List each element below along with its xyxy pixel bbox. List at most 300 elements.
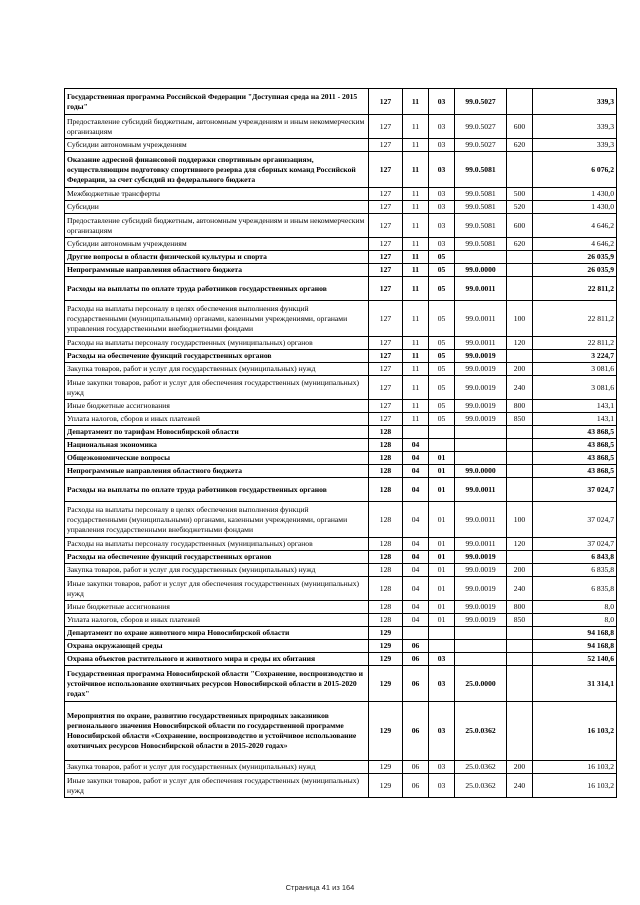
budget-table-wrapper bbox=[64, 88, 616, 798]
row-target-article-cell bbox=[455, 653, 507, 666]
row-grbs-cell: 127 bbox=[369, 277, 403, 301]
row-expense-type-cell: 620 bbox=[507, 238, 533, 251]
row-expense-type-cell: 600 bbox=[507, 214, 533, 238]
row-razdel-cell: 11 bbox=[403, 201, 429, 214]
row-amount-cell: 3 224,7 bbox=[533, 350, 617, 363]
row-expense-type-cell: 850 bbox=[507, 413, 533, 426]
row-grbs-cell: 128 bbox=[369, 439, 403, 452]
row-grbs-cell: 129 bbox=[369, 653, 403, 666]
row-podrazdel-cell: 05 bbox=[429, 301, 455, 337]
row-podrazdel-cell: 01 bbox=[429, 601, 455, 614]
row-target-article-cell: 99.0.0019 bbox=[455, 551, 507, 564]
row-razdel-cell: 11 bbox=[403, 251, 429, 264]
table-row bbox=[65, 363, 617, 376]
table-row bbox=[65, 277, 617, 301]
row-podrazdel-cell: 03 bbox=[429, 89, 455, 115]
row-grbs-cell: 127 bbox=[369, 400, 403, 413]
row-razdel-cell: 11 bbox=[403, 337, 429, 350]
row-target-article-cell bbox=[455, 426, 507, 439]
table-row bbox=[65, 301, 617, 337]
row-target-article-cell: 99.0.5027 bbox=[455, 115, 507, 139]
row-grbs-cell: 128 bbox=[369, 564, 403, 577]
row-grbs-cell: 127 bbox=[369, 201, 403, 214]
row-grbs-cell: 128 bbox=[369, 426, 403, 439]
row-name-cell: Департамент по охране животного мира Новосибирской области bbox=[65, 627, 369, 640]
row-expense-type-cell: 520 bbox=[507, 201, 533, 214]
row-expense-type-cell bbox=[507, 152, 533, 188]
row-grbs-cell: 129 bbox=[369, 774, 403, 798]
row-expense-type-cell bbox=[507, 653, 533, 666]
row-grbs-cell: 128 bbox=[369, 601, 403, 614]
row-podrazdel-cell: 01 bbox=[429, 551, 455, 564]
row-podrazdel-cell: 03 bbox=[429, 702, 455, 761]
row-podrazdel-cell: 03 bbox=[429, 666, 455, 702]
row-name-cell: Уплата налогов, сборов и иных платежей bbox=[65, 614, 369, 627]
row-razdel-cell: 06 bbox=[403, 774, 429, 798]
row-razdel-cell: 04 bbox=[403, 564, 429, 577]
row-amount-cell: 22 811,2 bbox=[533, 301, 617, 337]
row-grbs-cell: 128 bbox=[369, 551, 403, 564]
row-podrazdel-cell bbox=[429, 627, 455, 640]
row-podrazdel-cell: 01 bbox=[429, 502, 455, 538]
row-razdel-cell: 11 bbox=[403, 152, 429, 188]
row-razdel-cell: 11 bbox=[403, 301, 429, 337]
table-row bbox=[65, 666, 617, 702]
page-number-footer: Страница 41 из 164 bbox=[285, 883, 355, 892]
row-amount-cell: 1 430,0 bbox=[533, 188, 617, 201]
row-amount-cell: 143,1 bbox=[533, 400, 617, 413]
row-target-article-cell: 99.0.5027 bbox=[455, 89, 507, 115]
row-podrazdel-cell: 03 bbox=[429, 238, 455, 251]
row-grbs-cell: 129 bbox=[369, 666, 403, 702]
row-target-article-cell: 99.0.0011 bbox=[455, 301, 507, 337]
row-expense-type-cell bbox=[507, 426, 533, 439]
row-amount-cell: 339,3 bbox=[533, 115, 617, 139]
row-name-cell: Департамент по тарифам Новосибирской области bbox=[65, 426, 369, 439]
table-row bbox=[65, 452, 617, 465]
row-amount-cell: 3 081,6 bbox=[533, 376, 617, 400]
row-name-cell: Иные закупки товаров, работ и услуг для обеспечения государственных (муниципальных) нужд bbox=[65, 774, 369, 798]
row-expense-type-cell: 800 bbox=[507, 601, 533, 614]
row-expense-type-cell: 120 bbox=[507, 538, 533, 551]
row-podrazdel-cell: 03 bbox=[429, 139, 455, 152]
row-podrazdel-cell: 01 bbox=[429, 465, 455, 478]
row-target-article-cell: 25.0.0362 bbox=[455, 761, 507, 774]
row-expense-type-cell bbox=[507, 277, 533, 301]
row-name-cell: Расходы на выплаты персоналу государственных (муниципальных) органов bbox=[65, 538, 369, 551]
table-row bbox=[65, 761, 617, 774]
row-amount-cell: 339,3 bbox=[533, 139, 617, 152]
row-podrazdel-cell: 01 bbox=[429, 478, 455, 502]
row-name-cell: Уплата налогов, сборов и иных платежей bbox=[65, 413, 369, 426]
row-grbs-cell: 127 bbox=[369, 139, 403, 152]
row-razdel-cell: 11 bbox=[403, 277, 429, 301]
row-razdel-cell: 11 bbox=[403, 214, 429, 238]
table-row bbox=[65, 465, 617, 478]
row-target-article-cell: 99.0.0019 bbox=[455, 614, 507, 627]
row-razdel-cell: 11 bbox=[403, 238, 429, 251]
row-name-cell: Предоставление субсидий бюджетным, автономным учреждениям и иным некоммерческим организациям bbox=[65, 214, 369, 238]
row-razdel-cell: 11 bbox=[403, 188, 429, 201]
row-podrazdel-cell: 03 bbox=[429, 653, 455, 666]
row-name-cell: Государственная программа Новосибирской области "Сохранение, воспроизводство и устойчивое использование охотничьих ресурсов Новосибирской области в 2015-2020 годах" bbox=[65, 666, 369, 702]
table-row bbox=[65, 577, 617, 601]
row-amount-cell: 22 811,2 bbox=[533, 277, 617, 301]
row-name-cell: Субсидии bbox=[65, 201, 369, 214]
row-amount-cell: 43 868,5 bbox=[533, 439, 617, 452]
row-name-cell: Закупка товаров, работ и услуг для государственных (муниципальных) нужд bbox=[65, 564, 369, 577]
row-grbs-cell: 128 bbox=[369, 502, 403, 538]
row-expense-type-cell bbox=[507, 640, 533, 653]
row-target-article-cell bbox=[455, 640, 507, 653]
row-razdel-cell: 11 bbox=[403, 376, 429, 400]
row-grbs-cell: 127 bbox=[369, 188, 403, 201]
row-podrazdel-cell bbox=[429, 426, 455, 439]
row-podrazdel-cell: 05 bbox=[429, 376, 455, 400]
row-target-article-cell: 99.0.0019 bbox=[455, 413, 507, 426]
row-expense-type-cell: 120 bbox=[507, 337, 533, 350]
row-name-cell: Иные бюджетные ассигнования bbox=[65, 400, 369, 413]
row-razdel-cell: 04 bbox=[403, 478, 429, 502]
row-expense-type-cell: 850 bbox=[507, 614, 533, 627]
table-row bbox=[65, 653, 617, 666]
row-name-cell: Государственная программа Российской Федерации "Доступная среда на 2011 - 2015 годы" bbox=[65, 89, 369, 115]
table-row bbox=[65, 350, 617, 363]
row-razdel-cell: 06 bbox=[403, 761, 429, 774]
row-amount-cell: 52 140,6 bbox=[533, 653, 617, 666]
table-row bbox=[65, 264, 617, 277]
row-amount-cell: 8,0 bbox=[533, 601, 617, 614]
row-target-article-cell: 99.0.5081 bbox=[455, 152, 507, 188]
row-grbs-cell: 129 bbox=[369, 702, 403, 761]
table-row bbox=[65, 337, 617, 350]
row-amount-cell: 3 081,6 bbox=[533, 363, 617, 376]
row-name-cell: Субсидии автономным учреждениям bbox=[65, 139, 369, 152]
row-expense-type-cell: 240 bbox=[507, 577, 533, 601]
table-row bbox=[65, 564, 617, 577]
row-expense-type-cell: 240 bbox=[507, 774, 533, 798]
row-name-cell: Расходы на выплаты по оплате труда работников государственных органов bbox=[65, 277, 369, 301]
row-name-cell: Оказание адресной финансовой поддержки спортивным организациям, осуществляющим подготовку спортивного резерва для сборных команд Российской Федерации, за счет субсидий из федерального бюджета bbox=[65, 152, 369, 188]
row-target-article-cell: 99.0.0011 bbox=[455, 538, 507, 551]
row-target-article-cell: 25.0.0000 bbox=[455, 666, 507, 702]
row-razdel-cell: 11 bbox=[403, 139, 429, 152]
row-podrazdel-cell: 05 bbox=[429, 350, 455, 363]
row-target-article-cell: 99.0.0019 bbox=[455, 577, 507, 601]
row-name-cell: Расходы на выплаты персоналу государственных (муниципальных) органов bbox=[65, 337, 369, 350]
row-podrazdel-cell: 05 bbox=[429, 251, 455, 264]
row-podrazdel-cell: 03 bbox=[429, 188, 455, 201]
row-amount-cell: 6 843,8 bbox=[533, 551, 617, 564]
row-amount-cell: 37 024,7 bbox=[533, 502, 617, 538]
row-podrazdel-cell: 05 bbox=[429, 363, 455, 376]
row-expense-type-cell: 240 bbox=[507, 376, 533, 400]
row-grbs-cell: 127 bbox=[369, 301, 403, 337]
row-amount-cell: 16 103,2 bbox=[533, 702, 617, 761]
row-name-cell: Субсидии автономным учреждениям bbox=[65, 238, 369, 251]
row-razdel-cell: 06 bbox=[403, 702, 429, 761]
row-amount-cell: 6 835,8 bbox=[533, 564, 617, 577]
row-razdel-cell: 11 bbox=[403, 363, 429, 376]
row-razdel-cell: 11 bbox=[403, 89, 429, 115]
row-name-cell: Иные бюджетные ассигнования bbox=[65, 601, 369, 614]
row-amount-cell: 1 430,0 bbox=[533, 201, 617, 214]
row-target-article-cell: 99.0.0011 bbox=[455, 502, 507, 538]
row-target-article-cell: 99.0.0019 bbox=[455, 564, 507, 577]
row-target-article-cell: 99.0.0000 bbox=[455, 264, 507, 277]
table-row bbox=[65, 214, 617, 238]
row-expense-type-cell: 800 bbox=[507, 400, 533, 413]
table-row bbox=[65, 702, 617, 761]
row-razdel-cell: 04 bbox=[403, 465, 429, 478]
budget-table-body bbox=[65, 89, 617, 798]
row-podrazdel-cell: 01 bbox=[429, 564, 455, 577]
row-grbs-cell: 128 bbox=[369, 478, 403, 502]
row-amount-cell: 43 868,5 bbox=[533, 465, 617, 478]
table-row bbox=[65, 152, 617, 188]
row-name-cell: Иные закупки товаров, работ и услуг для обеспечения государственных (муниципальных) нужд bbox=[65, 376, 369, 400]
row-name-cell: Охрана объектов растительного и животного мира и среды их обитания bbox=[65, 653, 369, 666]
row-target-article-cell bbox=[455, 439, 507, 452]
row-amount-cell: 37 024,7 bbox=[533, 478, 617, 502]
row-expense-type-cell: 500 bbox=[507, 188, 533, 201]
row-grbs-cell: 127 bbox=[369, 152, 403, 188]
row-expense-type-cell: 200 bbox=[507, 363, 533, 376]
row-expense-type-cell: 200 bbox=[507, 761, 533, 774]
row-razdel-cell bbox=[403, 426, 429, 439]
row-podrazdel-cell: 05 bbox=[429, 337, 455, 350]
row-amount-cell: 94 168,8 bbox=[533, 627, 617, 640]
row-expense-type-cell bbox=[507, 666, 533, 702]
row-amount-cell: 6 076,2 bbox=[533, 152, 617, 188]
table-row bbox=[65, 188, 617, 201]
row-grbs-cell: 128 bbox=[369, 452, 403, 465]
row-grbs-cell: 127 bbox=[369, 238, 403, 251]
row-expense-type-cell bbox=[507, 264, 533, 277]
table-row bbox=[65, 376, 617, 400]
row-amount-cell: 26 035,9 bbox=[533, 251, 617, 264]
row-expense-type-cell bbox=[507, 478, 533, 502]
row-razdel-cell bbox=[403, 627, 429, 640]
row-razdel-cell: 11 bbox=[403, 350, 429, 363]
row-name-cell: Мероприятия по охране, развитию государственных природных заказников регионального значения Новосибирской области по государственной программе Новосибирской области «Сохранение, воспроизводство и устойчивое использование охотничьих ресурсов Новосибирской области в 2015-2020 годах» bbox=[65, 702, 369, 761]
table-row bbox=[65, 89, 617, 115]
row-podrazdel-cell: 03 bbox=[429, 201, 455, 214]
row-grbs-cell: 127 bbox=[369, 376, 403, 400]
row-expense-type-cell: 600 bbox=[507, 115, 533, 139]
row-podrazdel-cell: 03 bbox=[429, 214, 455, 238]
row-razdel-cell: 11 bbox=[403, 264, 429, 277]
table-row bbox=[65, 640, 617, 653]
row-expense-type-cell bbox=[507, 452, 533, 465]
row-target-article-cell: 25.0.0362 bbox=[455, 702, 507, 761]
row-razdel-cell: 04 bbox=[403, 439, 429, 452]
row-razdel-cell: 04 bbox=[403, 614, 429, 627]
row-podrazdel-cell: 03 bbox=[429, 761, 455, 774]
row-name-cell: Непрограммные направления областного бюджета bbox=[65, 465, 369, 478]
row-amount-cell: 94 168,8 bbox=[533, 640, 617, 653]
row-grbs-cell: 127 bbox=[369, 89, 403, 115]
row-amount-cell: 31 314,1 bbox=[533, 666, 617, 702]
row-expense-type-cell bbox=[507, 551, 533, 564]
row-grbs-cell: 127 bbox=[369, 337, 403, 350]
table-row bbox=[65, 601, 617, 614]
row-name-cell: Иные закупки товаров, работ и услуг для обеспечения государственных (муниципальных) нужд bbox=[65, 577, 369, 601]
table-row bbox=[65, 413, 617, 426]
row-name-cell: Расходы на обеспечение функций государственных органов bbox=[65, 350, 369, 363]
row-expense-type-cell bbox=[507, 350, 533, 363]
row-name-cell: Общеэкономические вопросы bbox=[65, 452, 369, 465]
row-grbs-cell: 127 bbox=[369, 214, 403, 238]
row-grbs-cell: 129 bbox=[369, 761, 403, 774]
row-grbs-cell: 127 bbox=[369, 363, 403, 376]
table-row bbox=[65, 774, 617, 798]
row-grbs-cell: 128 bbox=[369, 614, 403, 627]
row-name-cell: Расходы на выплаты персоналу в целях обеспечения выполнения функций государственными (муниципальными) органами, казенными учреждениями, органами управления государственными внебюджетными фондами bbox=[65, 301, 369, 337]
row-name-cell: Национальная экономика bbox=[65, 439, 369, 452]
row-grbs-cell: 127 bbox=[369, 350, 403, 363]
row-grbs-cell: 127 bbox=[369, 264, 403, 277]
row-expense-type-cell bbox=[507, 627, 533, 640]
row-podrazdel-cell bbox=[429, 439, 455, 452]
table-row bbox=[65, 439, 617, 452]
row-amount-cell: 143,1 bbox=[533, 413, 617, 426]
row-podrazdel-cell: 05 bbox=[429, 413, 455, 426]
row-podrazdel-cell: 01 bbox=[429, 577, 455, 601]
row-name-cell: Предоставление субсидий бюджетным, автономным учреждениям и иным некоммерческим организациям bbox=[65, 115, 369, 139]
row-podrazdel-cell: 05 bbox=[429, 400, 455, 413]
row-target-article-cell: 99.0.0011 bbox=[455, 277, 507, 301]
row-expense-type-cell: 620 bbox=[507, 139, 533, 152]
row-razdel-cell: 04 bbox=[403, 577, 429, 601]
row-grbs-cell: 129 bbox=[369, 640, 403, 653]
row-name-cell: Расходы на выплаты персоналу в целях обеспечения выполнения функций государственными (муниципальными) органами, казенными учреждениями, органами управления государственными внебюджетными фондами bbox=[65, 502, 369, 538]
row-podrazdel-cell: 03 bbox=[429, 152, 455, 188]
row-amount-cell: 4 646,2 bbox=[533, 238, 617, 251]
row-target-article-cell: 99.0.0019 bbox=[455, 350, 507, 363]
row-podrazdel-cell: 01 bbox=[429, 614, 455, 627]
row-grbs-cell: 128 bbox=[369, 465, 403, 478]
row-expense-type-cell: 100 bbox=[507, 502, 533, 538]
row-podrazdel-cell bbox=[429, 640, 455, 653]
row-podrazdel-cell: 03 bbox=[429, 774, 455, 798]
row-name-cell: Непрограммные направления областного бюджета bbox=[65, 264, 369, 277]
row-amount-cell: 16 103,2 bbox=[533, 774, 617, 798]
row-name-cell: Охрана окружающей среды bbox=[65, 640, 369, 653]
row-amount-cell: 339,3 bbox=[533, 89, 617, 115]
table-row bbox=[65, 115, 617, 139]
row-razdel-cell: 06 bbox=[403, 653, 429, 666]
row-razdel-cell: 11 bbox=[403, 413, 429, 426]
row-amount-cell: 26 035,9 bbox=[533, 264, 617, 277]
row-grbs-cell: 128 bbox=[369, 577, 403, 601]
row-grbs-cell: 128 bbox=[369, 538, 403, 551]
table-row bbox=[65, 538, 617, 551]
row-name-cell: Расходы на обеспечение функций государственных органов bbox=[65, 551, 369, 564]
row-razdel-cell: 04 bbox=[403, 538, 429, 551]
row-razdel-cell: 04 bbox=[403, 452, 429, 465]
row-razdel-cell: 06 bbox=[403, 640, 429, 653]
row-podrazdel-cell: 05 bbox=[429, 277, 455, 301]
row-target-article-cell: 99.0.5081 bbox=[455, 188, 507, 201]
table-row bbox=[65, 614, 617, 627]
row-grbs-cell: 129 bbox=[369, 627, 403, 640]
row-target-article-cell: 99.0.0019 bbox=[455, 363, 507, 376]
row-target-article-cell: 25.0.0362 bbox=[455, 774, 507, 798]
row-target-article-cell bbox=[455, 627, 507, 640]
row-target-article-cell: 99.0.0019 bbox=[455, 376, 507, 400]
row-target-article-cell: 99.0.5081 bbox=[455, 214, 507, 238]
row-target-article-cell: 99.0.5027 bbox=[455, 139, 507, 152]
row-expense-type-cell bbox=[507, 439, 533, 452]
row-name-cell: Межбюджетные трансферты bbox=[65, 188, 369, 201]
row-target-article-cell: 99.0.0019 bbox=[455, 400, 507, 413]
row-amount-cell: 22 811,2 bbox=[533, 337, 617, 350]
row-amount-cell: 4 646,2 bbox=[533, 214, 617, 238]
table-row bbox=[65, 627, 617, 640]
row-grbs-cell: 127 bbox=[369, 115, 403, 139]
row-amount-cell: 37 024,7 bbox=[533, 538, 617, 551]
row-grbs-cell: 127 bbox=[369, 251, 403, 264]
table-row bbox=[65, 478, 617, 502]
row-target-article-cell bbox=[455, 251, 507, 264]
table-row bbox=[65, 400, 617, 413]
row-razdel-cell: 06 bbox=[403, 666, 429, 702]
row-name-cell: Расходы на выплаты по оплате труда работников государственных органов bbox=[65, 478, 369, 502]
table-row bbox=[65, 139, 617, 152]
row-razdel-cell: 11 bbox=[403, 115, 429, 139]
budget-table bbox=[64, 88, 617, 798]
row-target-article-cell: 99.0.0000 bbox=[455, 465, 507, 478]
row-target-article-cell: 99.0.5081 bbox=[455, 201, 507, 214]
row-amount-cell: 16 103,2 bbox=[533, 761, 617, 774]
row-target-article-cell bbox=[455, 452, 507, 465]
row-target-article-cell: 99.0.0019 bbox=[455, 601, 507, 614]
row-grbs-cell: 127 bbox=[369, 413, 403, 426]
row-razdel-cell: 11 bbox=[403, 400, 429, 413]
table-row bbox=[65, 426, 617, 439]
row-expense-type-cell bbox=[507, 89, 533, 115]
table-row bbox=[65, 502, 617, 538]
row-expense-type-cell bbox=[507, 465, 533, 478]
row-target-article-cell: 99.0.0011 bbox=[455, 337, 507, 350]
row-expense-type-cell bbox=[507, 251, 533, 264]
row-expense-type-cell: 200 bbox=[507, 564, 533, 577]
row-amount-cell: 43 868,5 bbox=[533, 426, 617, 439]
row-podrazdel-cell: 03 bbox=[429, 115, 455, 139]
row-name-cell: Закупка товаров, работ и услуг для государственных (муниципальных) нужд bbox=[65, 761, 369, 774]
row-target-article-cell: 99.0.5081 bbox=[455, 238, 507, 251]
table-row bbox=[65, 238, 617, 251]
table-row bbox=[65, 201, 617, 214]
row-target-article-cell: 99.0.0011 bbox=[455, 478, 507, 502]
row-razdel-cell: 04 bbox=[403, 601, 429, 614]
row-name-cell: Другие вопросы в области физической культуры и спорта bbox=[65, 251, 369, 264]
row-razdel-cell: 04 bbox=[403, 502, 429, 538]
row-amount-cell: 8,0 bbox=[533, 614, 617, 627]
row-podrazdel-cell: 01 bbox=[429, 452, 455, 465]
row-amount-cell: 43 868,5 bbox=[533, 452, 617, 465]
row-expense-type-cell bbox=[507, 702, 533, 761]
table-row bbox=[65, 551, 617, 564]
row-name-cell: Закупка товаров, работ и услуг для государственных (муниципальных) нужд bbox=[65, 363, 369, 376]
row-podrazdel-cell: 05 bbox=[429, 264, 455, 277]
row-amount-cell: 6 835,8 bbox=[533, 577, 617, 601]
table-row bbox=[65, 251, 617, 264]
row-podrazdel-cell: 01 bbox=[429, 538, 455, 551]
row-expense-type-cell: 100 bbox=[507, 301, 533, 337]
row-razdel-cell: 04 bbox=[403, 551, 429, 564]
